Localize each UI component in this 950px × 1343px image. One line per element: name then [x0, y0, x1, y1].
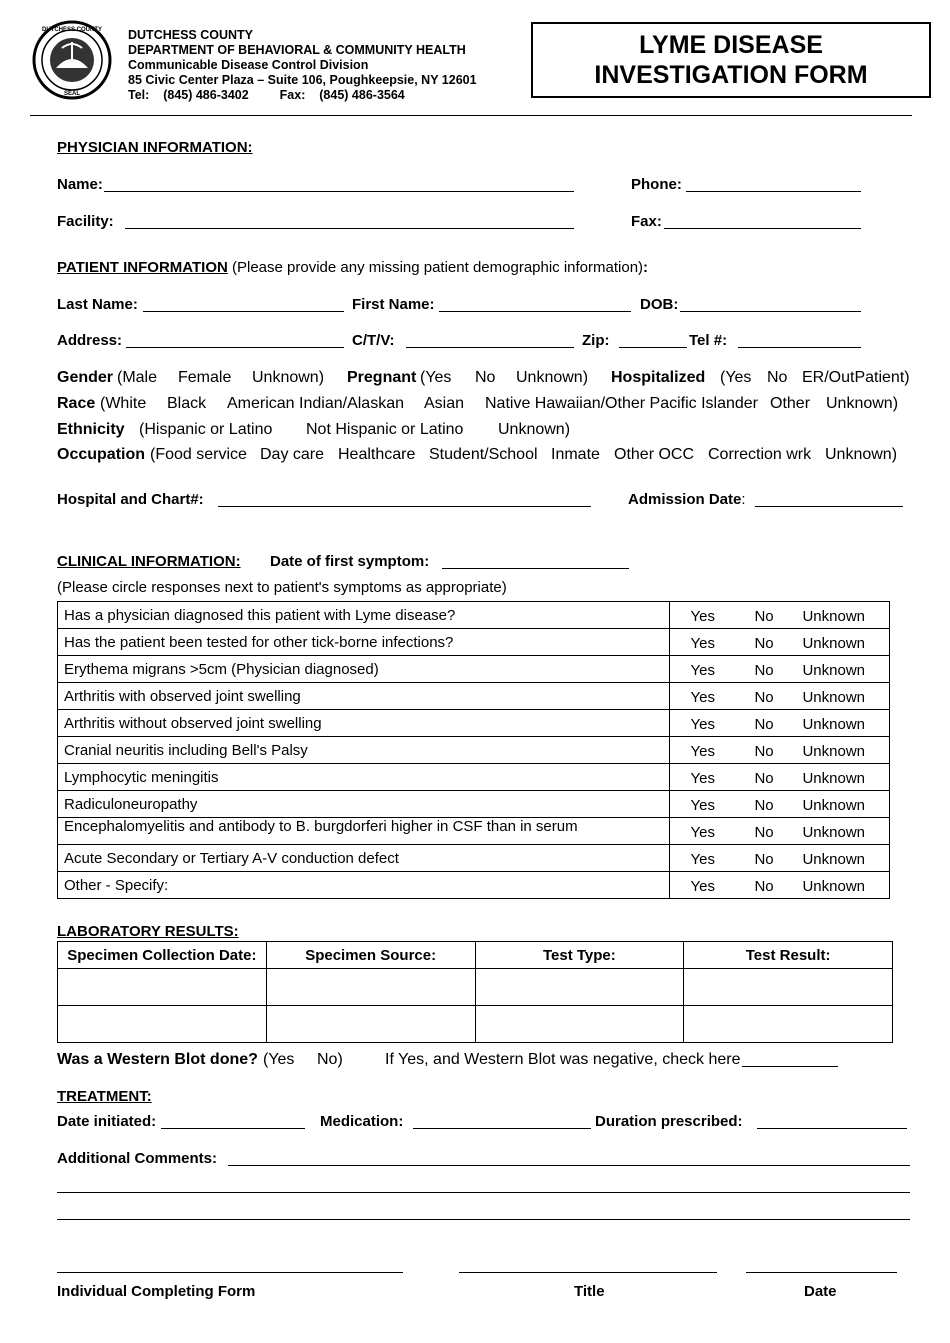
- physician-fax-field[interactable]: [664, 228, 861, 229]
- pregnant-option-yes[interactable]: (Yes: [420, 369, 452, 386]
- comments-label: Additional Comments:: [57, 1150, 217, 1167]
- answer-yes[interactable]: Yes: [690, 878, 715, 895]
- clinical-heading: CLINICAL INFORMATION:: [57, 553, 241, 570]
- ctv-label: C/T/V:: [352, 332, 395, 349]
- lab-col-test-type: Test Type:: [475, 942, 684, 969]
- title-line-1: LYME DISEASE: [639, 31, 823, 59]
- clinical-answers: [670, 683, 890, 710]
- answer-yes[interactable]: Yes: [690, 797, 715, 814]
- clinical-answers: [670, 656, 890, 683]
- answer-no[interactable]: No: [754, 662, 774, 679]
- answer-unknown[interactable]: Unknown: [802, 635, 866, 652]
- department-address: 85 Civic Center Plaza – Suite 106, Poughkeepsie, NY 12601: [128, 73, 477, 87]
- clinical-answers: [670, 764, 890, 791]
- division-name: Communicable Disease Control Division: [128, 58, 369, 72]
- ethnicity-option-hispanic[interactable]: (Hispanic or Latino: [139, 421, 273, 438]
- occupation-option-unknown[interactable]: Unknown): [825, 446, 898, 463]
- gender-option-female[interactable]: Female: [178, 369, 232, 386]
- answer-no[interactable]: No: [754, 608, 774, 625]
- lab-row: [58, 1006, 893, 1043]
- zip-label: Zip:: [582, 332, 610, 349]
- hospital-chart-field[interactable]: [218, 506, 591, 507]
- lab-col-test-result: Test Result:: [684, 942, 893, 969]
- ethnicity-label: Ethnicity: [57, 421, 125, 438]
- answer-yes[interactable]: Yes: [690, 662, 715, 679]
- pregnant-label: Pregnant: [347, 369, 417, 386]
- facility-field[interactable]: [125, 228, 574, 229]
- physician-name-label: Name:: [57, 176, 103, 193]
- first-symptom-label: Date of first symptom:: [270, 553, 430, 570]
- clinical-question: Cranial neuritis including Bell's Palsy: [58, 737, 670, 764]
- clinical-question: Encephalomyelitis and antibody to B. burgdorferi higher in CSF than in serum: [58, 818, 670, 845]
- occupation-option-food[interactable]: (Food service: [150, 446, 247, 463]
- patient-heading-title: PATIENT INFORMATION: [57, 259, 228, 276]
- race-option-american-indian[interactable]: American Indian/Alaskan: [227, 395, 404, 412]
- hospitalized-option-no[interactable]: No: [767, 369, 788, 386]
- comments-field-line-3[interactable]: [57, 1219, 910, 1220]
- clinical-question: Acute Secondary or Tertiary A-V conduction defect: [58, 845, 670, 872]
- hospitalized-option-yes[interactable]: (Yes: [720, 369, 752, 386]
- date-label: Date: [804, 1283, 837, 1300]
- answer-unknown[interactable]: Unknown: [802, 770, 866, 787]
- lab-col-collection-date: Specimen Collection Date:: [58, 942, 267, 969]
- clinical-row: [58, 791, 890, 818]
- answer-no[interactable]: No: [754, 689, 774, 706]
- physician-heading: PHYSICIAN INFORMATION:: [57, 139, 253, 156]
- lab-heading: LABORATORY RESULTS:: [57, 923, 239, 940]
- answer-yes[interactable]: Yes: [690, 608, 715, 625]
- occupation-label: Occupation: [57, 446, 146, 463]
- admission-date-text: [628, 491, 746, 508]
- tel-number: (845) 486-3402: [163, 88, 249, 102]
- clinical-row: [58, 764, 890, 791]
- race-option-black[interactable]: Black: [167, 395, 207, 412]
- header-divider: [30, 115, 912, 116]
- patient-heading-note: (Please provide any missing patient demographic information): [227, 259, 644, 276]
- answer-no[interactable]: No: [754, 878, 774, 895]
- occupation-option-inmate[interactable]: Inmate: [551, 446, 600, 463]
- clinical-question: Erythema migrans >5cm (Physician diagnosed): [58, 656, 670, 683]
- date-initiated-field[interactable]: [161, 1128, 305, 1129]
- clinical-row: [58, 629, 890, 656]
- answer-no[interactable]: No: [754, 824, 774, 841]
- comments-field-line-1[interactable]: [228, 1165, 910, 1166]
- gender-label: Gender: [57, 369, 114, 386]
- duration-field[interactable]: [757, 1128, 907, 1129]
- county-seal: [32, 20, 112, 100]
- clinical-answers: [670, 845, 890, 872]
- occupation-option-daycare[interactable]: Day care: [260, 446, 325, 463]
- race-option-other[interactable]: Other: [770, 395, 811, 412]
- physician-phone-label: Phone:: [631, 176, 682, 193]
- first-name-label: First Name:: [352, 296, 435, 313]
- lab-cell[interactable]: [58, 969, 267, 1006]
- title-line-2: INVESTIGATION FORM: [594, 61, 868, 89]
- gender-row: [57, 369, 113, 387]
- answer-unknown[interactable]: Unknown: [802, 662, 866, 679]
- fax-number: (845) 486-3564: [319, 88, 405, 102]
- county-name: DUTCHESS COUNTY: [128, 28, 254, 42]
- svg-text:SEAL: SEAL: [63, 91, 81, 97]
- last-name-label: Last Name:: [57, 296, 138, 313]
- gender-option-unknown[interactable]: Unknown): [252, 369, 325, 386]
- lab-cell[interactable]: [266, 1006, 475, 1043]
- answer-no[interactable]: No: [754, 743, 774, 760]
- answer-yes[interactable]: Yes: [690, 824, 715, 841]
- western-blot-check-field[interactable]: [742, 1066, 838, 1067]
- title-signature-line[interactable]: [459, 1272, 717, 1273]
- treatment-heading: TREATMENT:: [57, 1088, 152, 1105]
- answer-yes[interactable]: Yes: [690, 689, 715, 706]
- answer-yes[interactable]: Yes: [690, 635, 715, 652]
- lab-cell[interactable]: [475, 1006, 684, 1043]
- clinical-question: Has a physician diagnosed this patient with Lyme disease?: [58, 602, 670, 629]
- dob-field[interactable]: [680, 311, 861, 312]
- address-field[interactable]: [126, 347, 344, 348]
- race-option-native-hawaiian[interactable]: Native Hawaiian/Other Pacific Islander: [485, 395, 759, 412]
- answer-unknown[interactable]: Unknown: [802, 716, 866, 733]
- clinical-question: Arthritis without observed joint swelling: [58, 710, 670, 737]
- duration-label: Duration prescribed:: [595, 1113, 743, 1130]
- contact-line: [128, 88, 405, 103]
- last-name-field[interactable]: [143, 311, 344, 312]
- western-blot-note: If Yes, and Western Blot was negative, check here: [385, 1051, 741, 1068]
- answer-yes[interactable]: Yes: [690, 851, 715, 868]
- date-signature-line[interactable]: [746, 1272, 897, 1273]
- clinical-answers: [670, 791, 890, 818]
- comments-field-line-2[interactable]: [57, 1192, 910, 1193]
- patient-tel-field[interactable]: [738, 347, 861, 348]
- first-symptom-field[interactable]: [442, 568, 629, 569]
- lab-col-specimen-source: Specimen Source:: [266, 942, 475, 969]
- clinical-row: [58, 872, 890, 899]
- individual-signature-line[interactable]: [57, 1272, 403, 1273]
- clinical-row: [58, 683, 890, 710]
- lab-cell[interactable]: [475, 969, 684, 1006]
- dob-label: DOB:: [640, 296, 679, 313]
- clinical-table: [57, 601, 890, 899]
- individual-label: Individual Completing Form: [57, 1283, 256, 1300]
- first-name-field[interactable]: [439, 311, 631, 312]
- clinical-answers: [670, 737, 890, 764]
- answer-unknown[interactable]: Unknown: [802, 851, 866, 868]
- address-label: Address:: [57, 332, 123, 349]
- physician-name-field[interactable]: [104, 191, 574, 192]
- clinical-question: Radiculoneuropathy: [58, 791, 670, 818]
- race-option-asian[interactable]: Asian: [424, 395, 465, 412]
- ethnicity-option-not-hispanic[interactable]: Not Hispanic or Latino: [306, 421, 464, 438]
- answer-yes[interactable]: Yes: [690, 770, 715, 787]
- ctv-field[interactable]: [406, 347, 574, 348]
- clinical-question: Lymphocytic meningitis: [58, 764, 670, 791]
- occupation-option-healthcare[interactable]: Healthcare: [338, 446, 416, 463]
- lab-row: [58, 969, 893, 1006]
- fax-label: Fax:: [279, 88, 306, 102]
- form-title: [531, 22, 931, 98]
- occupation-option-student[interactable]: Student/School: [429, 446, 538, 463]
- clinical-answers: [670, 629, 890, 656]
- zip-field[interactable]: [619, 347, 687, 348]
- answer-unknown[interactable]: Unknown: [802, 608, 866, 625]
- clinical-answers: [670, 710, 890, 737]
- hospitalized-label: Hospitalized: [611, 369, 706, 386]
- title-label: Title: [574, 1283, 605, 1300]
- clinical-question: Has the patient been tested for other tick-borne infections?: [58, 629, 670, 656]
- patient-tel-label: Tel #:: [689, 332, 728, 349]
- admission-date-field[interactable]: [755, 506, 903, 507]
- medication-field[interactable]: [413, 1128, 591, 1129]
- western-blot-no[interactable]: No): [317, 1051, 343, 1068]
- physician-phone-field[interactable]: [686, 191, 861, 192]
- western-blot-yes[interactable]: (Yes: [263, 1051, 295, 1068]
- clinical-row: [58, 710, 890, 737]
- answer-no[interactable]: No: [754, 770, 774, 787]
- hospital-chart-label: Hospital and Chart#:: [57, 491, 204, 508]
- clinical-answers: [670, 872, 890, 899]
- race-option-unknown[interactable]: Unknown): [826, 395, 899, 412]
- ethnicity-option-unknown[interactable]: Unknown): [498, 421, 571, 438]
- occupation-option-other[interactable]: Other OCC: [614, 446, 695, 463]
- department-name: DEPARTMENT OF BEHAVIORAL & COMMUNITY HEALTH: [128, 43, 466, 57]
- race-label: Race: [57, 395, 96, 412]
- gender-option-male[interactable]: (Male: [117, 369, 158, 386]
- answer-yes[interactable]: Yes: [690, 743, 715, 760]
- answer-no[interactable]: No: [754, 635, 774, 652]
- lab-table: [57, 941, 893, 1043]
- answer-unknown[interactable]: Unknown: [802, 743, 866, 760]
- lab-cell[interactable]: [684, 969, 893, 1006]
- clinical-question: Arthritis with observed joint swelling: [58, 683, 670, 710]
- answer-no[interactable]: No: [754, 797, 774, 814]
- lab-cell[interactable]: [266, 969, 475, 1006]
- patient-heading-colon: :: [643, 259, 649, 276]
- pregnant-option-no[interactable]: No: [475, 369, 496, 386]
- race-option-white[interactable]: (White: [100, 395, 147, 412]
- admission-date-label: Admission Date: [628, 491, 742, 508]
- tel-label: Tel:: [128, 88, 150, 102]
- clinical-question: Other - Specify:: [58, 872, 670, 899]
- svg-text:DUTCHESS COUNTY: DUTCHESS COUNTY: [41, 27, 103, 33]
- lab-cell[interactable]: [58, 1006, 267, 1043]
- clinical-row: [58, 602, 890, 629]
- answer-unknown[interactable]: Unknown: [802, 797, 866, 814]
- date-initiated-label: Date initiated:: [57, 1113, 157, 1130]
- hospitalized-option-er[interactable]: ER/OutPatient): [802, 369, 910, 386]
- physician-fax-label: Fax:: [631, 213, 662, 230]
- clinical-answers: [670, 818, 890, 845]
- pregnant-option-unknown[interactable]: Unknown): [516, 369, 589, 386]
- answer-unknown[interactable]: Unknown: [802, 878, 866, 895]
- clinical-note: (Please circle responses next to patient's symptoms as appropriate): [57, 579, 507, 596]
- answer-unknown[interactable]: Unknown: [802, 824, 866, 841]
- patient-heading: [57, 259, 648, 276]
- clinical-answers: [670, 602, 890, 629]
- occupation-option-correction[interactable]: Correction wrk: [708, 446, 812, 463]
- answer-yes[interactable]: Yes: [690, 716, 715, 733]
- facility-label: Facility:: [57, 213, 114, 230]
- clinical-row: [58, 737, 890, 764]
- lab-cell[interactable]: [684, 1006, 893, 1043]
- medication-label: Medication:: [320, 1113, 404, 1130]
- western-blot-label: Was a Western Blot done?: [57, 1051, 258, 1068]
- clinical-row: [58, 845, 890, 872]
- clinical-row: [58, 818, 890, 845]
- answer-no[interactable]: No: [754, 851, 774, 868]
- answer-no[interactable]: No: [754, 716, 774, 733]
- answer-unknown[interactable]: Unknown: [802, 689, 866, 706]
- admission-date-colon: :: [741, 491, 746, 508]
- clinical-row: [58, 656, 890, 683]
